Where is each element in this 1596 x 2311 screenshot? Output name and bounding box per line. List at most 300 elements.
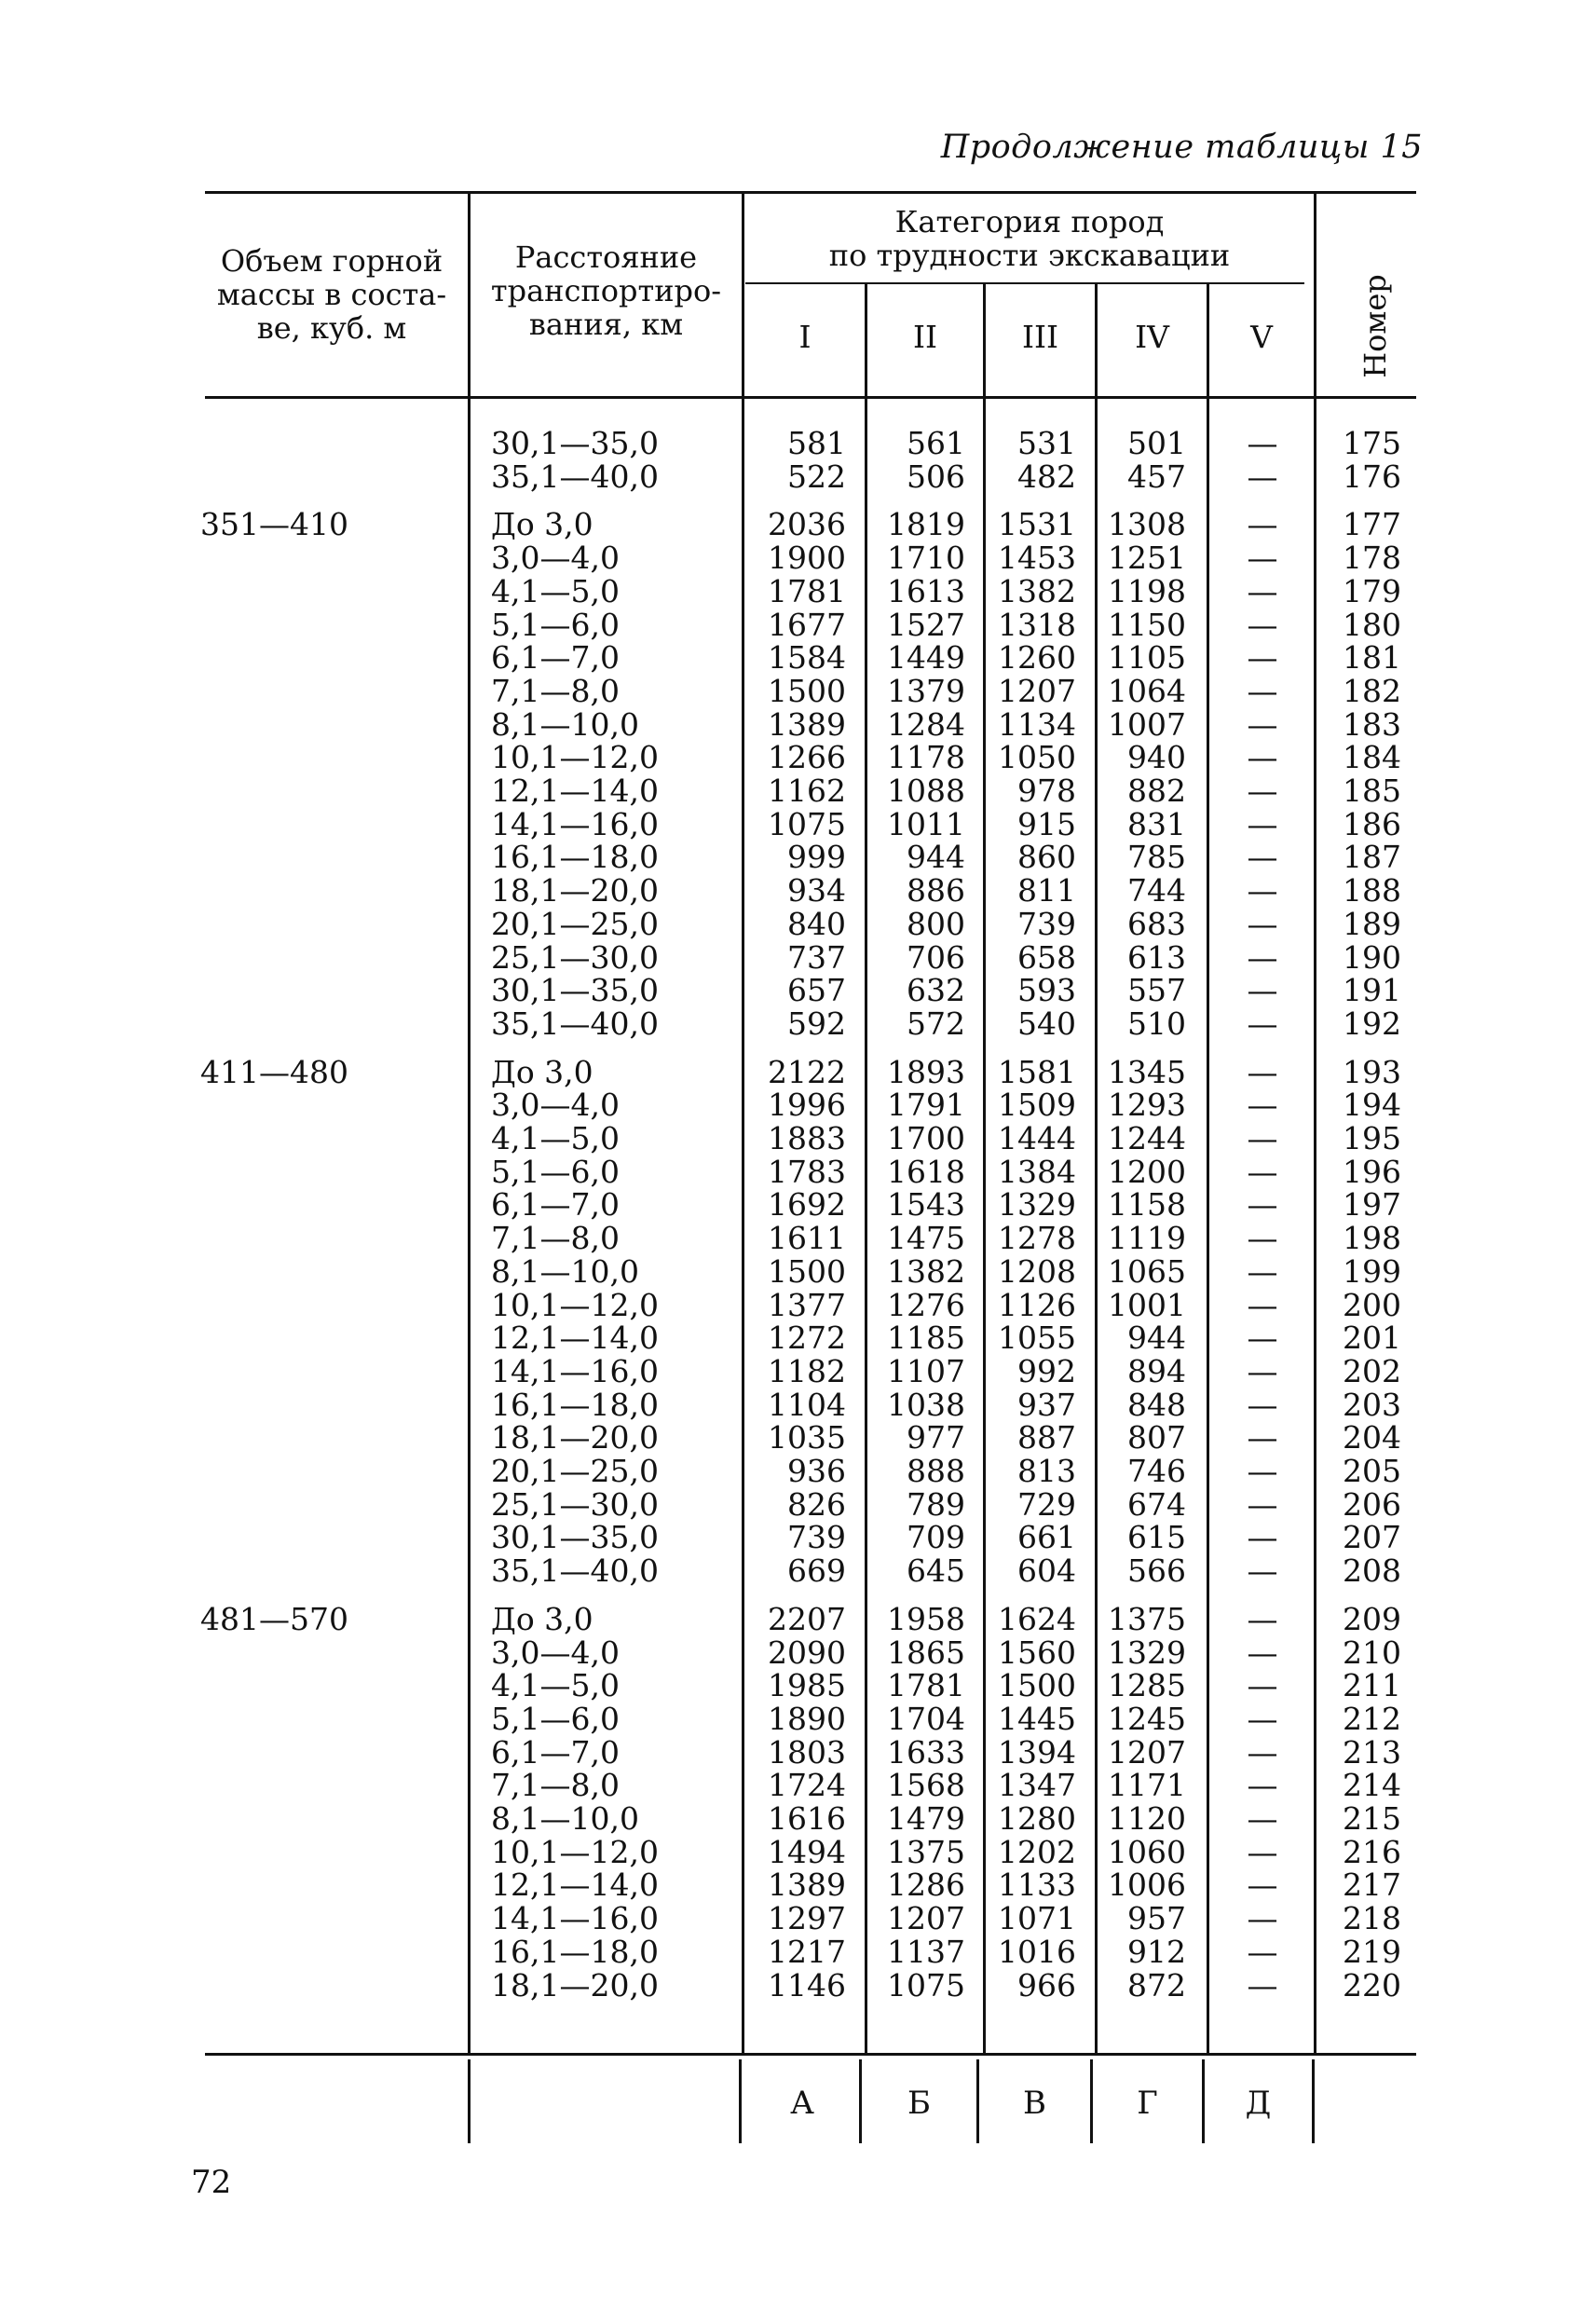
category-5-cell: — [1247,1286,1278,1323]
table-row [0,1088,1596,1122]
category-5-cell: — [1247,425,1278,461]
category-3-cell: 811 [1017,872,1076,909]
category-3-cell: 1278 [998,1220,1076,1257]
row-number-cell: 186 [1343,805,1401,842]
table-row [0,1455,1596,1488]
distance-cell: 7,1—8,0 [491,1767,620,1804]
distance-cell: 14,1—16,0 [491,1900,659,1937]
category-1-cell: 1217 [768,1933,846,1970]
category-1-cell: 1272 [768,1320,846,1357]
category-1-cell: 1104 [768,1386,846,1423]
table-row [0,805,1596,842]
category-1-cell: 2036 [768,506,846,543]
category-1-cell: 1494 [768,1833,846,1870]
category-1-cell: 657 [787,972,846,1009]
category-5-cell: — [1247,639,1278,677]
table-row [0,1554,1596,1588]
category-2-cell: 1284 [887,705,965,743]
category-2-cell: 1527 [887,606,965,643]
category-2-cell: 1286 [887,1867,965,1904]
category-5-cell: — [1247,872,1278,909]
category-4-cell: 613 [1127,938,1186,976]
table-row [0,1600,1596,1637]
category-3-cell: 531 [1017,425,1076,461]
row-number-cell: 175 [1343,425,1401,461]
category-4-cell: 1198 [1108,572,1186,609]
row-number-cell: 203 [1343,1386,1401,1423]
distance-cell: 8,1—10,0 [491,1252,639,1290]
category-4-cell: 501 [1127,425,1186,461]
row-number-cell: 181 [1343,639,1401,677]
table-row [0,705,1596,743]
category-3-cell: 1500 [998,1667,1076,1704]
category-2-cell: 1710 [887,540,965,577]
category-4-cell: 1308 [1108,506,1186,543]
row-number-cell: 217 [1343,1867,1401,1904]
header-distance-line-3: вания, км [528,307,684,342]
table-row [0,1286,1596,1323]
distance-cell: До 3,0 [491,1600,593,1637]
volume-cell: 481—570 [200,1600,348,1637]
header-distance-line-2: транспортиро- [490,273,722,308]
category-5-cell: — [1247,1667,1278,1704]
table-row [0,541,1596,575]
header-roman-1: I [798,319,812,355]
category-3-cell: 1260 [998,639,1076,677]
category-2-cell: 561 [907,425,965,461]
category-5-cell: — [1247,1966,1278,2003]
category-5-cell: — [1247,1833,1278,1870]
category-5-cell: — [1247,1867,1278,1904]
category-1-cell: 1377 [768,1286,846,1323]
row-number-cell: 177 [1343,506,1401,543]
category-5-cell: — [1247,506,1278,543]
category-1-cell: 1500 [768,1252,846,1290]
category-2-cell: 632 [907,972,965,1009]
category-5-cell: — [1247,1053,1278,1090]
row-number-cell: 209 [1343,1600,1401,1637]
category-3-cell: 1016 [998,1933,1076,1970]
category-4-cell: 1105 [1108,639,1186,677]
category-4-cell: 683 [1127,905,1186,942]
row-number-cell: 218 [1343,1900,1401,1937]
category-1-cell: 2207 [768,1600,846,1637]
category-4-cell: 1245 [1108,1700,1186,1737]
category-2-cell: 888 [907,1453,965,1489]
table-row [0,1769,1596,1802]
volume-cell: 411—480 [200,1053,348,1090]
table-row [0,1868,1596,1902]
category-2-cell: 1819 [887,506,965,543]
category-4-cell: 510 [1127,1005,1186,1042]
category-3-cell: 887 [1017,1419,1076,1456]
category-3-cell: 729 [1017,1485,1076,1523]
footer-letter-v: В [1023,2085,1046,2122]
distance-cell: 4,1—5,0 [491,1667,620,1704]
footer-letter-a: А [790,2085,814,2122]
category-2-cell: 1137 [887,1933,965,1970]
category-3-cell: 739 [1017,905,1076,942]
category-4-cell: 1120 [1108,1800,1186,1837]
footer-letter-d: Д [1245,2085,1272,2122]
category-5-cell: — [1247,739,1278,776]
category-3-cell: 1050 [998,739,1076,776]
table-caption: Продолжение таблицы 15 [940,129,1423,166]
category-2-cell: 1893 [887,1053,965,1090]
category-5-cell: — [1247,672,1278,709]
distance-cell: 3,0—4,0 [491,1634,620,1671]
category-5-cell: — [1247,1733,1278,1771]
distance-cell: 12,1—14,0 [491,1320,659,1357]
row-number-cell: 215 [1343,1800,1401,1837]
distance-cell: 8,1—10,0 [491,1800,639,1837]
category-2-cell: 977 [907,1419,965,1456]
category-1-cell: 2090 [768,1634,846,1671]
category-4-cell: 674 [1127,1485,1186,1523]
distance-cell: 3,0—4,0 [491,1087,620,1124]
category-1-cell: 1584 [768,639,846,677]
category-5-cell: — [1247,1800,1278,1837]
category-4-cell: 807 [1127,1419,1186,1456]
table-row [0,1669,1596,1702]
category-5-cell: — [1247,1252,1278,1290]
category-2-cell: 1185 [887,1320,965,1357]
category-1-cell: 1781 [768,572,846,609]
distance-cell: 18,1—20,0 [491,1419,659,1456]
category-3-cell: 1126 [998,1286,1076,1323]
category-5-cell: — [1247,1419,1278,1456]
category-3-cell: 978 [1017,773,1076,809]
category-2-cell: 1618 [887,1153,965,1190]
category-1-cell: 1890 [768,1700,846,1737]
category-1-cell: 1611 [768,1220,846,1257]
row-number-cell: 187 [1343,839,1401,876]
category-4-cell: 1006 [1108,1867,1186,1904]
distance-cell: 14,1—16,0 [491,805,659,842]
category-2-cell: 1700 [887,1120,965,1156]
table-row [0,1007,1596,1041]
category-1-cell: 1500 [768,672,846,709]
distance-cell: 14,1—16,0 [491,1352,659,1389]
category-2-cell: 1958 [887,1600,965,1637]
table-row [0,508,1596,541]
category-4-cell: 882 [1127,773,1186,809]
row-number-cell: 199 [1343,1252,1401,1290]
footer-rule-1 [468,2059,471,2143]
category-4-cell: 557 [1127,972,1186,1009]
header-volume-line-1: Объем горной [220,243,443,279]
row-number-cell: 207 [1343,1519,1401,1556]
body-bottom-rule [205,2053,1416,2056]
category-2-cell: 1543 [887,1186,965,1224]
category-2-cell: 1038 [887,1386,965,1423]
category-2-cell: 944 [907,839,965,876]
row-number-cell: 192 [1343,1005,1401,1042]
category-5-cell: — [1247,1087,1278,1124]
category-2-cell: 1633 [887,1733,965,1771]
distance-cell: 7,1—8,0 [491,672,620,709]
distance-cell: 16,1—18,0 [491,1386,659,1423]
category-1-cell: 581 [787,425,846,461]
category-5-cell: — [1247,705,1278,743]
row-number-cell: 188 [1343,872,1401,909]
category-4-cell: 1171 [1108,1767,1186,1804]
category-3-cell: 1280 [998,1800,1076,1837]
row-number-cell: 194 [1343,1087,1401,1124]
row-number-cell: 204 [1343,1419,1401,1456]
distance-cell: 25,1—30,0 [491,1485,659,1523]
category-5-cell: — [1247,1320,1278,1357]
category-1-cell: 1677 [768,606,846,643]
category-3-cell: 813 [1017,1453,1076,1489]
row-number-cell: 180 [1343,606,1401,643]
category-4-cell: 1064 [1108,672,1186,709]
distance-cell: 12,1—14,0 [491,1867,659,1904]
category-4-cell: 1375 [1108,1600,1186,1637]
category-4-cell: 1119 [1108,1220,1186,1257]
category-2-cell: 1375 [887,1833,965,1870]
row-number-cell: 190 [1343,938,1401,976]
category-4-cell: 940 [1127,739,1186,776]
table-row [0,1153,1596,1190]
distance-cell: 30,1—35,0 [491,972,659,1009]
category-1-cell: 1035 [768,1419,846,1456]
row-number-cell: 206 [1343,1485,1401,1523]
distance-cell: 30,1—35,0 [491,425,659,461]
category-4-cell: 615 [1127,1519,1186,1556]
category-5-cell: — [1247,938,1278,976]
category-1-cell: 1996 [768,1087,846,1124]
category-5-cell: — [1247,1552,1278,1590]
category-1-cell: 1162 [768,773,846,809]
table-row [0,1702,1596,1736]
category-3-cell: 1318 [998,606,1076,643]
footer-letter-g: Г [1137,2085,1158,2122]
category-5-cell: — [1247,1153,1278,1190]
category-4-cell: 872 [1127,1966,1186,2003]
header-category-line-2: по трудности экскавации [828,238,1231,273]
category-5-cell: — [1247,1005,1278,1042]
distance-cell: 6,1—7,0 [491,639,620,677]
category-1-cell: 1389 [768,705,846,743]
category-4-cell: 1293 [1108,1087,1186,1124]
row-number-cell: 214 [1343,1767,1401,1804]
category-5-cell: — [1247,1485,1278,1523]
table-row [0,841,1596,874]
category-5-cell: — [1247,1186,1278,1224]
category-3-cell: 1055 [998,1320,1076,1357]
header-volume-line-3: ве, куб. м [256,310,407,346]
category-2-cell: 1479 [887,1800,965,1837]
category-3-cell: 1531 [998,506,1076,543]
category-4-cell: 746 [1127,1453,1186,1489]
distance-cell: 3,0—4,0 [491,540,620,577]
category-2-cell: 1178 [887,739,965,776]
category-3-cell: 482 [1017,458,1076,495]
category-3-cell: 1329 [998,1186,1076,1224]
category-3-cell: 1384 [998,1153,1076,1190]
row-number-cell: 211 [1343,1667,1401,1704]
row-number-cell: 183 [1343,705,1401,743]
distance-cell: До 3,0 [491,1053,593,1090]
header-category [745,205,1314,272]
distance-cell: 20,1—25,0 [491,1453,659,1489]
category-3-cell: 1134 [998,705,1076,743]
table-row [0,874,1596,908]
distance-cell: 4,1—5,0 [491,572,620,609]
category-3-cell: 992 [1017,1352,1076,1389]
distance-cell: 35,1—40,0 [491,1005,659,1042]
category-2-cell: 506 [907,458,965,495]
category-4-cell: 1158 [1108,1186,1186,1224]
row-number-cell: 184 [1343,739,1401,776]
table-row [0,1521,1596,1554]
distance-cell: 4,1—5,0 [491,1120,620,1156]
category-3-cell: 1207 [998,672,1076,709]
distance-cell: 25,1—30,0 [491,938,659,976]
category-2-cell: 1088 [887,773,965,809]
row-number-cell: 195 [1343,1120,1401,1156]
category-1-cell: 826 [787,1485,846,1523]
header-roman-3: III [1021,319,1059,355]
category-5-cell: — [1247,839,1278,876]
row-number-cell: 200 [1343,1286,1401,1323]
category-2-cell: 709 [907,1519,965,1556]
footer-letter-b: Б [907,2085,931,2122]
row-number-cell: 210 [1343,1634,1401,1671]
category-5-cell: — [1247,1519,1278,1556]
category-3-cell: 658 [1017,938,1076,976]
row-number-cell: 179 [1343,572,1401,609]
table-row [0,1935,1596,1969]
category-2-cell: 645 [907,1552,965,1590]
table-row [0,1252,1596,1290]
category-5-cell: — [1247,1933,1278,1970]
row-number-cell: 205 [1343,1453,1401,1489]
row-number-cell: 219 [1343,1933,1401,1970]
distance-cell: 5,1—6,0 [491,1153,620,1190]
category-3-cell: 1382 [998,572,1076,609]
header-rule-distance [742,193,744,396]
distance-cell: 35,1—40,0 [491,1552,659,1590]
distance-cell: 8,1—10,0 [491,705,639,743]
category-5-cell: — [1247,1700,1278,1737]
category-2-cell: 1449 [887,639,965,677]
row-number-cell: 189 [1343,905,1401,942]
category-5-cell: — [1247,1352,1278,1389]
row-number-cell: 198 [1343,1220,1401,1257]
category-4-cell: 1251 [1108,540,1186,577]
distance-cell: 16,1—18,0 [491,839,659,876]
row-number-cell: 220 [1343,1966,1401,2003]
table-row [0,1188,1596,1222]
header-volume [196,244,468,345]
category-1-cell: 1616 [768,1800,846,1837]
category-4-cell: 1345 [1108,1053,1186,1090]
category-4-cell: 785 [1127,839,1186,876]
row-number-cell: 176 [1343,458,1401,495]
category-3-cell: 1581 [998,1053,1076,1090]
category-1-cell: 1783 [768,1153,846,1190]
distance-cell: 10,1—12,0 [491,1286,659,1323]
category-1-cell: 1075 [768,805,846,842]
category-2-cell: 1107 [887,1352,965,1389]
table-row [0,572,1596,609]
distance-cell: 7,1—8,0 [491,1220,620,1257]
distance-cell: 5,1—6,0 [491,1700,620,1737]
category-4-cell: 1007 [1108,705,1186,743]
category-1-cell: 1985 [768,1667,846,1704]
table-row [0,1966,1596,2003]
category-2-cell: 1475 [887,1220,965,1257]
category-5-cell: — [1247,1767,1278,1804]
category-5-cell: — [1247,1634,1278,1671]
category-5-cell: — [1247,458,1278,495]
table-row [0,641,1596,675]
category-1-cell: 1182 [768,1352,846,1389]
row-number-cell: 193 [1343,1053,1401,1090]
row-number-cell: 182 [1343,672,1401,709]
table-row [0,606,1596,643]
category-1-cell: 936 [787,1453,846,1489]
category-1-cell: 522 [787,458,846,495]
category-3-cell: 860 [1017,839,1076,876]
distance-cell: 10,1—12,0 [491,739,659,776]
category-5-cell: — [1247,805,1278,842]
category-2-cell: 1704 [887,1700,965,1737]
table-row [0,1352,1596,1389]
category-2-cell: 706 [907,938,965,976]
category-4-cell: 1207 [1108,1733,1186,1771]
table-row [0,1485,1596,1523]
table-row [0,427,1596,460]
table-row [0,1122,1596,1156]
header-rule-number [1314,193,1316,396]
category-1-cell: 1692 [768,1186,846,1224]
category-1-cell: 737 [787,938,846,976]
row-number-cell: 196 [1343,1153,1401,1190]
table-row [0,1833,1596,1870]
category-2-cell: 1276 [887,1286,965,1323]
category-5-cell: — [1247,905,1278,942]
category-5-cell: — [1247,773,1278,809]
category-1-cell: 1146 [768,1966,846,2003]
table-row [0,974,1596,1007]
category-3-cell: 1394 [998,1733,1076,1771]
category-4-cell: 1244 [1108,1120,1186,1156]
row-number-cell: 191 [1343,972,1401,1009]
category-5-cell: — [1247,1386,1278,1423]
category-3-cell: 1560 [998,1634,1076,1671]
category-3-cell: 1444 [998,1120,1076,1156]
category-5-cell: — [1247,1220,1278,1257]
category-2-cell: 1382 [887,1252,965,1290]
category-4-cell: 912 [1127,1933,1186,1970]
category-2-cell: 1865 [887,1634,965,1671]
category-5-cell: — [1247,572,1278,609]
category-1-cell: 1900 [768,540,846,577]
category-2-cell: 1075 [887,1966,965,2003]
category-3-cell: 593 [1017,972,1076,1009]
distance-cell: 12,1—14,0 [491,773,659,809]
header-category-line-1: Категория пород [894,204,1165,239]
table-row [0,1053,1596,1090]
row-number-cell: 178 [1343,540,1401,577]
table-row [0,1636,1596,1670]
category-2-cell: 1781 [887,1667,965,1704]
category-2-cell: 1011 [887,805,965,842]
category-3-cell: 1624 [998,1600,1076,1637]
